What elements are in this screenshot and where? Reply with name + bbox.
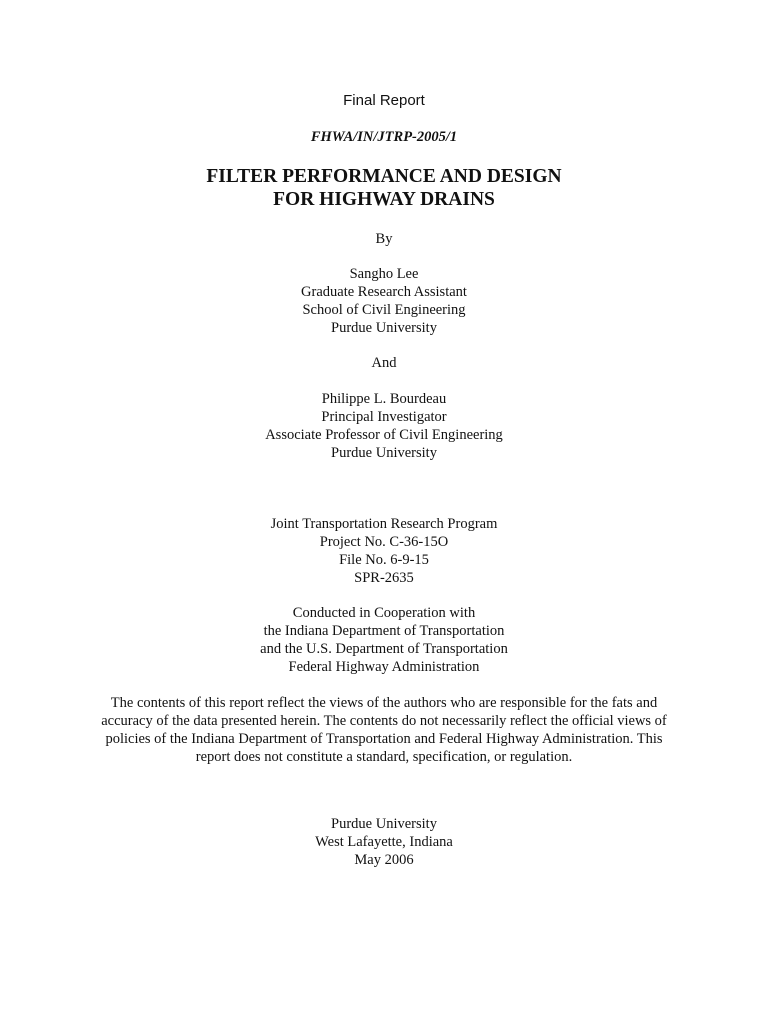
cooperation-line-4: Federal Highway Administration	[288, 659, 480, 675]
program-name: Joint Transportation Research Program	[270, 516, 498, 532]
report-type: Final Report	[343, 92, 425, 109]
publication-date: May 2006	[354, 852, 414, 868]
and-label: And	[371, 355, 397, 371]
file-number: File No. 6-9-15	[339, 552, 429, 568]
publisher-block	[0, 815, 768, 869]
program-block	[0, 515, 768, 587]
author-block-2	[0, 390, 768, 462]
report-number: FHWA/IN/JTRP-2005/1	[310, 129, 458, 145]
cooperation-line-2: the Indiana Department of Transportation	[263, 623, 505, 639]
author-2-institution: Purdue University	[331, 445, 437, 461]
author-block-1	[0, 265, 768, 337]
author-1-department: School of Civil Engineering	[302, 302, 466, 318]
by-label: By	[375, 231, 393, 247]
author-1-institution: Purdue University	[331, 320, 437, 336]
publisher-institution: Purdue University	[331, 816, 437, 832]
cooperation-line-3: and the U.S. Department of Transportation	[260, 641, 508, 657]
author-2-name: Philippe L. Bourdeau	[321, 391, 447, 407]
report-title-line-2: FOR HIGHWAY DRAINS	[273, 189, 495, 210]
spr-number: SPR-2635	[354, 570, 414, 586]
publisher-location: West Lafayette, Indiana	[315, 834, 453, 850]
report-title-line-1: FILTER PERFORMANCE AND DESIGN	[206, 166, 562, 187]
disclaimer-paragraph: The contents of this report reflect the views of the authors who are responsible for the fats and accuracy of the data presented herein. The contents do not necessarily reflect the official views of policies of the Indiana Department of Transportation and Federal Highway Administration. This report does not constitute a standard, specification, or regulation.	[101, 695, 667, 765]
report-title	[0, 165, 768, 211]
author-2-role: Principal Investigator	[321, 409, 447, 425]
cooperation-block	[0, 604, 768, 676]
author-2-position: Associate Professor of Civil Engineering	[265, 427, 503, 443]
cooperation-line-1: Conducted in Cooperation with	[292, 605, 476, 621]
project-number: Project No. C-36-15O	[319, 534, 449, 550]
author-1-name: Sangho Lee	[349, 266, 419, 282]
author-1-position: Graduate Research Assistant	[301, 284, 467, 300]
